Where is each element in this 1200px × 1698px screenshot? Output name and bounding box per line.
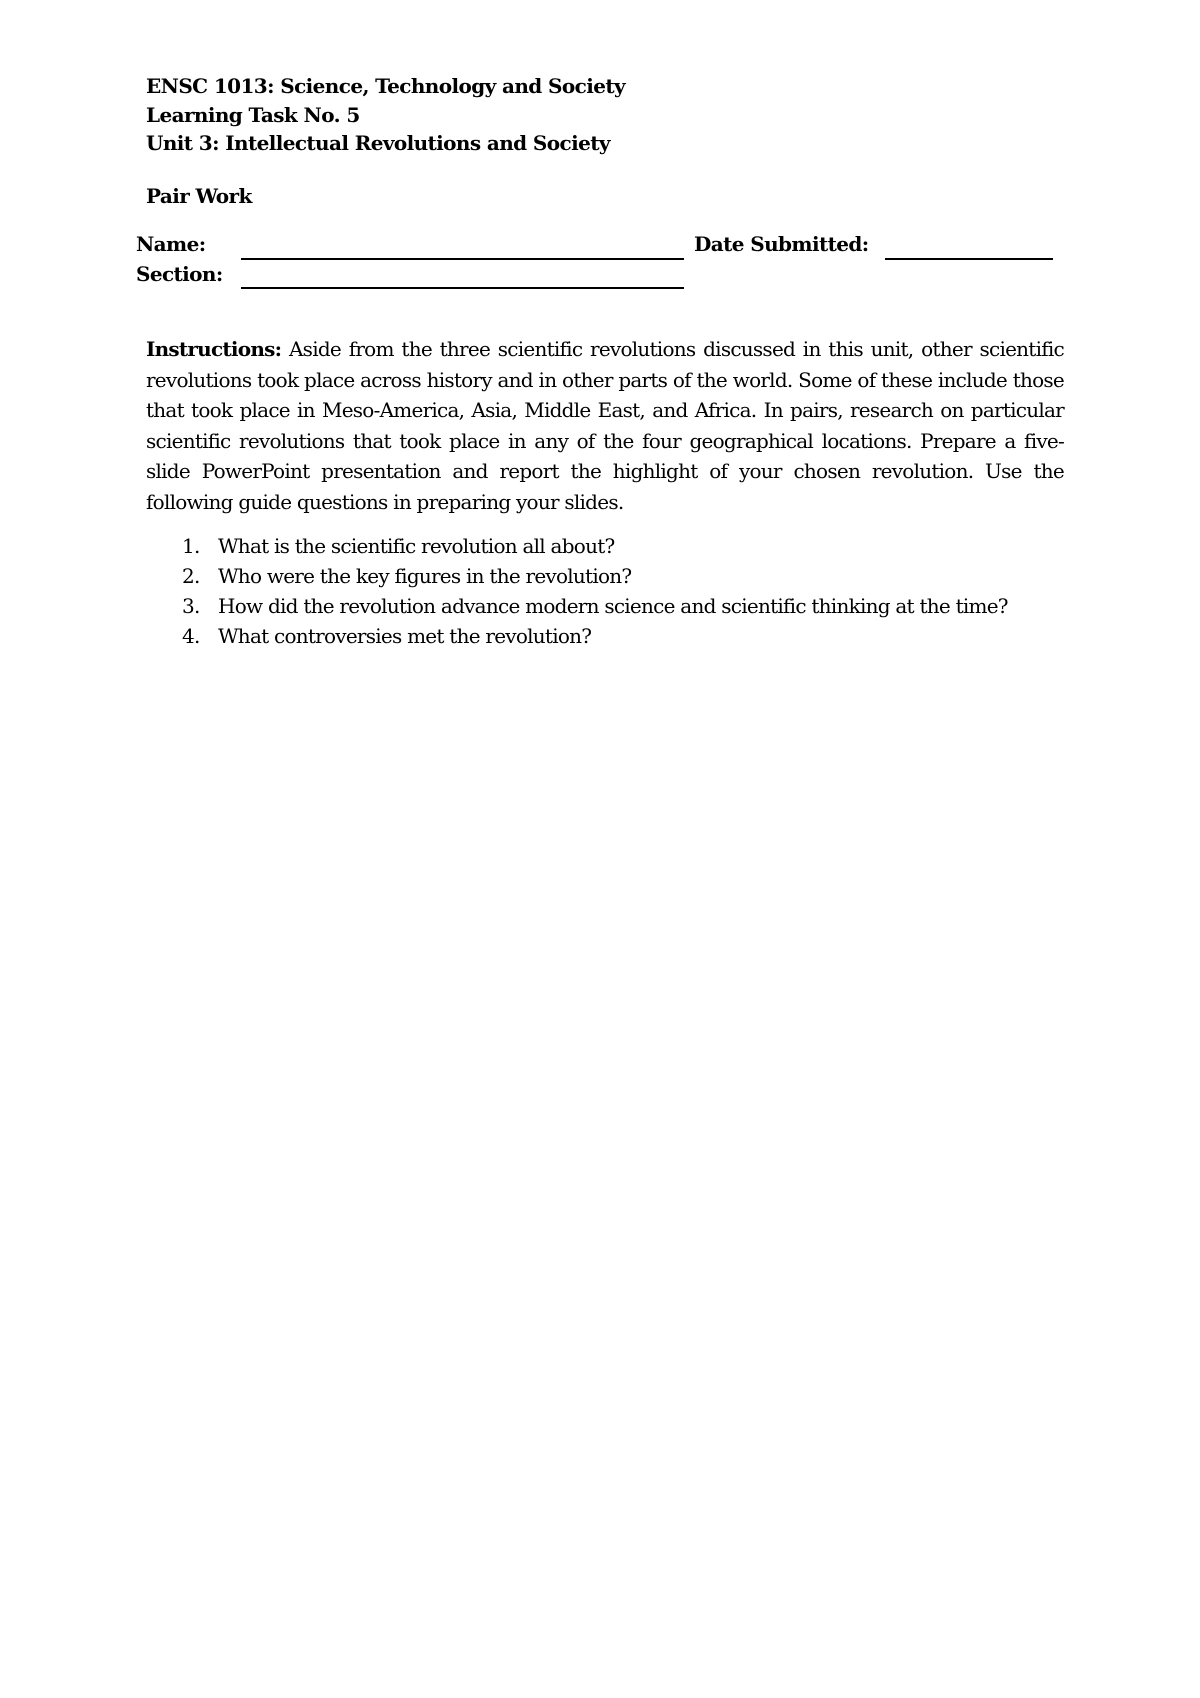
list-item bbox=[146, 561, 1008, 591]
list-item-number: 3. bbox=[182, 594, 200, 618]
date-submitted-label: Date Submitted: bbox=[694, 232, 869, 256]
list-item-text: What is the scientific revolution all about? bbox=[218, 534, 615, 558]
instructions-label: Instructions: bbox=[146, 337, 282, 361]
list-item-number: 2. bbox=[182, 564, 200, 588]
list-item-text: What controversies met the revolution? bbox=[218, 624, 592, 648]
section-label: Section: bbox=[136, 262, 223, 286]
list-item-number: 4. bbox=[182, 624, 200, 648]
instructions-paragraph bbox=[146, 334, 1064, 517]
list-item-text: Who were the key figures in the revolution? bbox=[218, 564, 632, 588]
list-item bbox=[146, 531, 1008, 561]
guide-questions-list bbox=[146, 531, 1008, 651]
list-item bbox=[146, 591, 1008, 621]
task-title: Learning Task No. 5 bbox=[146, 102, 360, 127]
section-line[interactable] bbox=[241, 287, 684, 289]
unit-title: Unit 3: Intellectual Revolutions and Society bbox=[146, 131, 610, 155]
list-item bbox=[146, 621, 1008, 651]
course-title: ENSC 1013: Science, Technology and Society bbox=[146, 74, 625, 98]
date-submitted-line[interactable] bbox=[885, 258, 1053, 260]
instructions-text: Aside from the three scientific revolutions discussed in this unit, other scientific revolutions took place across history and in other parts of the world. Some of these include those that took place in Meso-America, Asia, Middle East, and Africa. In pairs, research on particular scientific revolutions that took place in any of the four geographical locations. Prepare a five-slide PowerPoint presentation and report the highlight of your chosen revolution. Use the following guide questions in preparing your slides. bbox=[146, 337, 1064, 514]
name-label: Name: bbox=[136, 232, 206, 256]
list-item-text: How did the revolution advance modern science and scientific thinking at the time? bbox=[218, 594, 1008, 618]
list-item-number: 1. bbox=[182, 534, 200, 558]
document-header bbox=[146, 72, 625, 158]
name-line[interactable] bbox=[241, 258, 684, 260]
pair-work-heading: Pair Work bbox=[146, 184, 252, 208]
